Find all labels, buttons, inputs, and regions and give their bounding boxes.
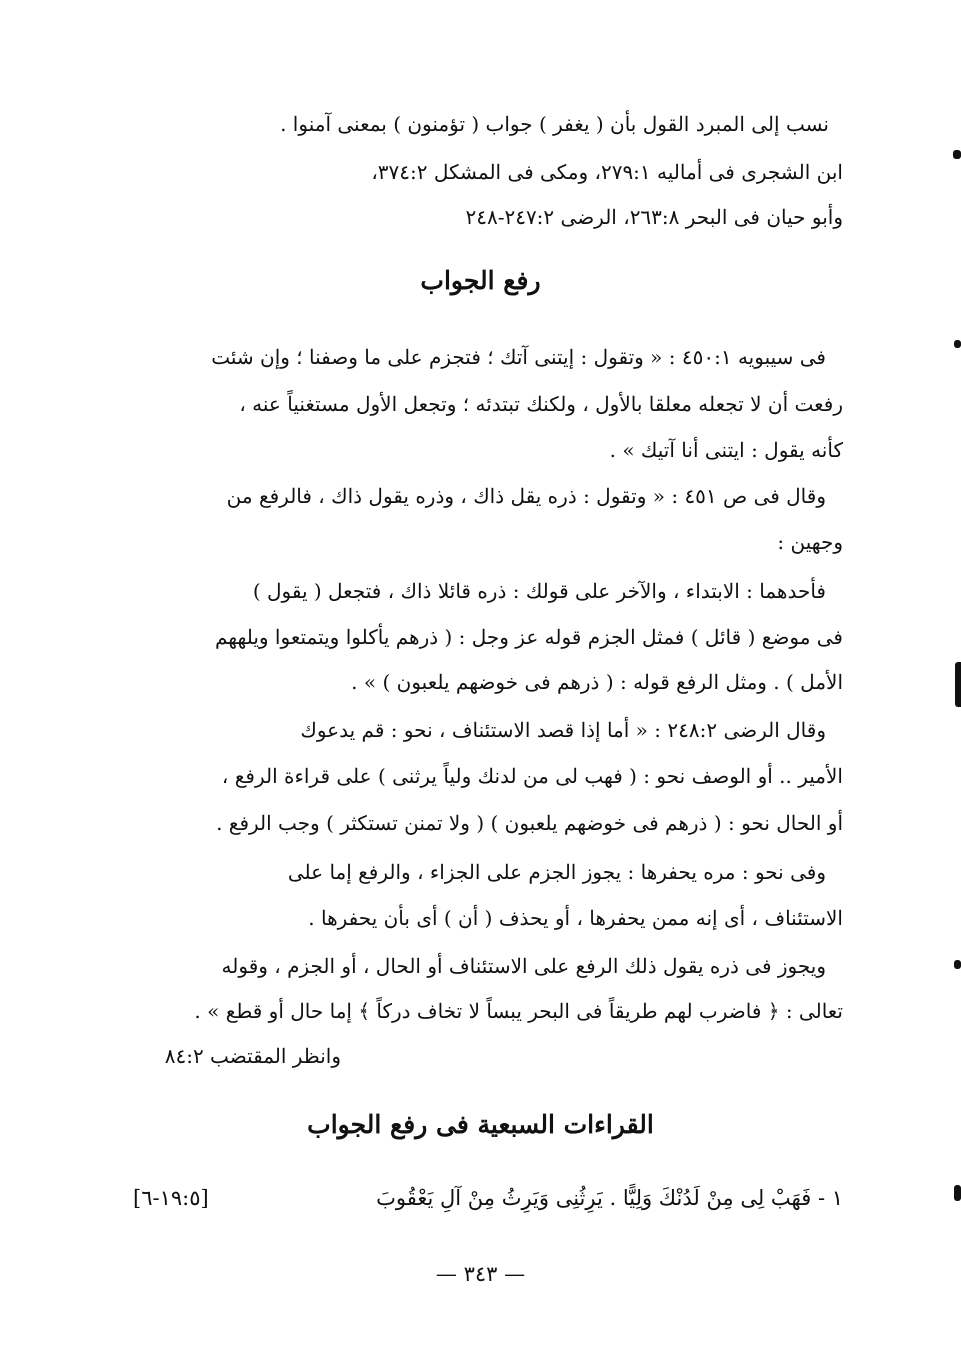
para3-line-2: فى موضع ( قائل ) فمثل الجزم قوله عز وجل : ( ذرهم يأكلوا ويتمتعوا ويلههم xyxy=(214,625,843,649)
verse-text: ١ - فَهَبْ لِى مِنْ لَدُنْكَ وَلِيًّا . يَرِثُنِى وَيَرِثُ مِنْ آلِ يَعْقُوبَ xyxy=(376,1186,843,1210)
para2-line-2: وجهين : xyxy=(777,530,843,554)
page-number: — ٣٤٣ — xyxy=(435,1262,526,1286)
para6-line-1: ويجوز فى ذره يقول ذلك الرفع على الاستئناف أو الحال ، أو الجزم ، وقوله xyxy=(221,954,826,978)
intro-line-3: وأبو حيان فى البحر ٢٦٣:٨، الرضى ٢٤٧:٢-٢٤٨ xyxy=(465,205,843,229)
scan-edge-mark xyxy=(954,1185,961,1201)
para3-line-1: فأحدهما : الابتداء ، والآخر على قولك : ذره قائلا ذاك ، فتجعل ( يقول ) xyxy=(252,579,826,603)
para5-line-2: الاستئناف ، أى إنه ممن يحفرها ، أو يحذف ( أن ) أى بأن يحفرها . xyxy=(308,906,843,930)
scan-edge-mark xyxy=(953,150,961,159)
para2-line-1: وقال فى ص ٤٥١ : « وتقول : ذره يقل ذاك ، وذره يقول ذاك ، فالرفع من xyxy=(226,484,826,508)
para1-line-3: كأنه يقول : ايتنى أنا آتيك » . xyxy=(609,438,843,462)
scan-edge-mark xyxy=(954,340,961,348)
para6-line-3: وانظر المقتضب ٨٤:٢ xyxy=(164,1044,341,1068)
para1-line-1: فى سيبويه ٤٥٠:١ : « وتقول : إيتنى آتك ؛ فتجزم على ما وصفنا ؛ وإن شئت xyxy=(211,345,826,369)
intro-line-2: ابن الشجرى فى أماليه ٢٧٩:١، ومكى فى المشكل ٣٧٤:٢، xyxy=(371,160,843,184)
para1-line-2: رفعت أن لا تجعله معلقا بالأول ، ولكنك تبتدئه ؛ وتجعل الأول مستغنياً عنه ، xyxy=(239,392,843,416)
scan-edge-mark xyxy=(955,662,961,707)
para6-line-2: تعالى : ﴿ فاضرب لهم طريقاً فى البحر يبساً لا تخاف دركاً ﴾ إما حال أو قطع » . xyxy=(194,999,843,1023)
section-heading-raf-al-jawab: رفع الجواب xyxy=(420,266,541,295)
quran-verse-line xyxy=(133,1186,843,1222)
para5-line-1: وفى نحو : مره يحفرها : يجوز الجزم على الجزاء ، والرفع إما على xyxy=(287,860,826,884)
para4-line-2: الأمير .. أو الوصف نحو : ( فهب لى من لدنك ولياً يرثنى ) على قراءة الرفع ، xyxy=(221,764,843,788)
scan-edge-mark xyxy=(954,960,961,969)
intro-line-1: نسب إلى المبرد القول بأن ( يغفر ) جواب ( تؤمنون ) بمعنى آمنوا . xyxy=(280,112,829,136)
section-heading-qiraat: القراءات السبعية فى رفع الجواب xyxy=(307,1110,654,1139)
verse-reference: [١٩:٥-٦] xyxy=(133,1186,209,1210)
para4-line-1: وقال الرضى ٢٤٨:٢ : « أما إذا قصد الاستئناف ، نحو : قم يدعوك xyxy=(300,718,826,742)
para3-line-3: الأمل ) . ومثل الرفع قوله : ( ذرهم فى خوضهم يلعبون ) » . xyxy=(351,670,843,694)
para4-line-3: أو الحال نحو : ( ذرهم فى خوضهم يلعبون ) ( ولا تمنن تستكثر ) وجب الرفع . xyxy=(216,811,843,835)
